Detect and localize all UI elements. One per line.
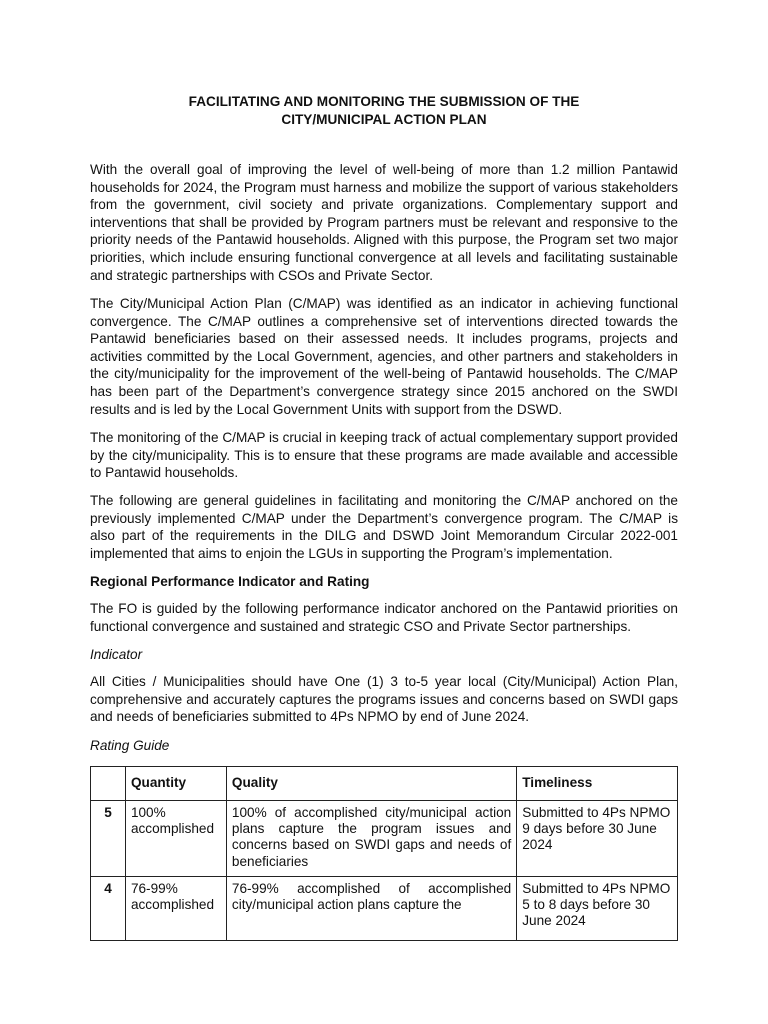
timeliness-cell: Submitted to 4Ps NPMO 5 to 8 days before 30 June 2024 bbox=[517, 876, 678, 940]
paragraph-text: The City/Municipal Action Plan (C/MAP) was identified as an indicator in achieving functional convergence. The C/MAP outlines a comprehensive set of interventions directed towards the Pantawid beneficiaries based on their assessed needs. It includes programs, projects and activities committed by the Local Government, agencies, and other partners and stakeholders in the city/municipality for the improvement of the well-being of Pantawid households. The C/MAP has been part of the Department’s convergence strategy since 2015 anchored on the SWDI results and is led by the Local Government Units with support from the DSWD. bbox=[90, 296, 678, 417]
table-header-cell: Quantity bbox=[125, 767, 226, 801]
table-header-cell: Timeliness bbox=[517, 767, 678, 801]
rating-guide-label-text: Rating Guide bbox=[90, 738, 170, 753]
quality-cell: 100% of accomplished city/municipal action plans capture the program issues and concerns based on SWDI gaps and needs of beneficiaries bbox=[226, 801, 516, 877]
score-cell: 5 bbox=[91, 801, 126, 877]
score-cell: 4 bbox=[91, 876, 126, 940]
paragraph-text: With the overall goal of improving the level of well-being of more than 1.2 million Pantawid households for 2024, the Program must harness and mobilize the support of various stakeholders from the government, civil society and private organizations. Complementary support and interventions that shall be provided by Program partners must be relevant and responsive to the priority needs of the Pantawid households. Aligned with this purpose, the Program set two major priorities, which include ensuring functional convergence at all levels and facilitating sustainable and strategic partnerships with CSOs and Private Sector. bbox=[90, 162, 678, 283]
section-heading bbox=[90, 573, 678, 591]
timeliness-cell: Submitted to 4Ps NPMO 9 days before 30 June 2024 bbox=[517, 801, 678, 877]
rating-guide-label bbox=[90, 737, 678, 755]
table-header-cell: Quality bbox=[226, 767, 516, 801]
indicator-label bbox=[90, 646, 678, 664]
paragraph-goal bbox=[90, 161, 678, 284]
quantity-cell: 76-99% accomplished bbox=[125, 876, 226, 940]
paragraph-indicator bbox=[90, 673, 678, 726]
paragraph-cmap-definition bbox=[90, 295, 678, 418]
quantity-cell: 100% accomplished bbox=[125, 801, 226, 877]
heading-text: Regional Performance Indicator and Rating bbox=[90, 574, 370, 589]
paragraph-fo-guided bbox=[90, 600, 678, 635]
paragraph-text: The following are general guidelines in facilitating and monitoring the C/MAP anchored on the previously implemented C/MAP under the Department’s convergence program. The C/MAP is also part of the requirements in the DILG and DSWD Joint Memorandum Circular 2022-001 implemented that aims to enjoin the LGUs in supporting the Program’s implementation. bbox=[90, 493, 678, 561]
quality-cell: 76-99% accomplished of accomplished city/municipal action plans capture the bbox=[226, 876, 516, 940]
paragraph-text: The monitoring of the C/MAP is crucial in keeping track of actual complementary support provided by the city/municipality. This is to ensure that these programs are made available and accessible to Pantawid households. bbox=[90, 430, 678, 481]
paragraph-text: The FO is guided by the following performance indicator anchored on the Pantawid priorities on functional convergence and sustained and strategic CSO and Private Sector partnerships. bbox=[90, 601, 678, 634]
paragraph-text: All Cities / Municipalities should have One (1) 3 to-5 year local (City/Municipal) Action Plan, comprehensive and accurately captures the programs issues and concerns based on SWDI gaps and needs of beneficiaries submitted to 4Ps NPMO by end of June 2024. bbox=[90, 674, 678, 725]
indicator-label-text: Indicator bbox=[90, 647, 143, 662]
table-row bbox=[91, 801, 678, 877]
paragraph-monitoring bbox=[90, 429, 678, 482]
title-line-2: CITY/MUNICIPAL ACTION PLAN bbox=[281, 112, 487, 127]
document-title bbox=[90, 93, 678, 129]
table-header-cell bbox=[91, 767, 126, 801]
table-row bbox=[91, 876, 678, 940]
paragraph-guidelines bbox=[90, 492, 678, 562]
rating-guide-table bbox=[90, 766, 678, 941]
table-header-row bbox=[91, 767, 678, 801]
title-line-1: FACILITATING AND MONITORING THE SUBMISSION OF THE bbox=[188, 94, 580, 109]
